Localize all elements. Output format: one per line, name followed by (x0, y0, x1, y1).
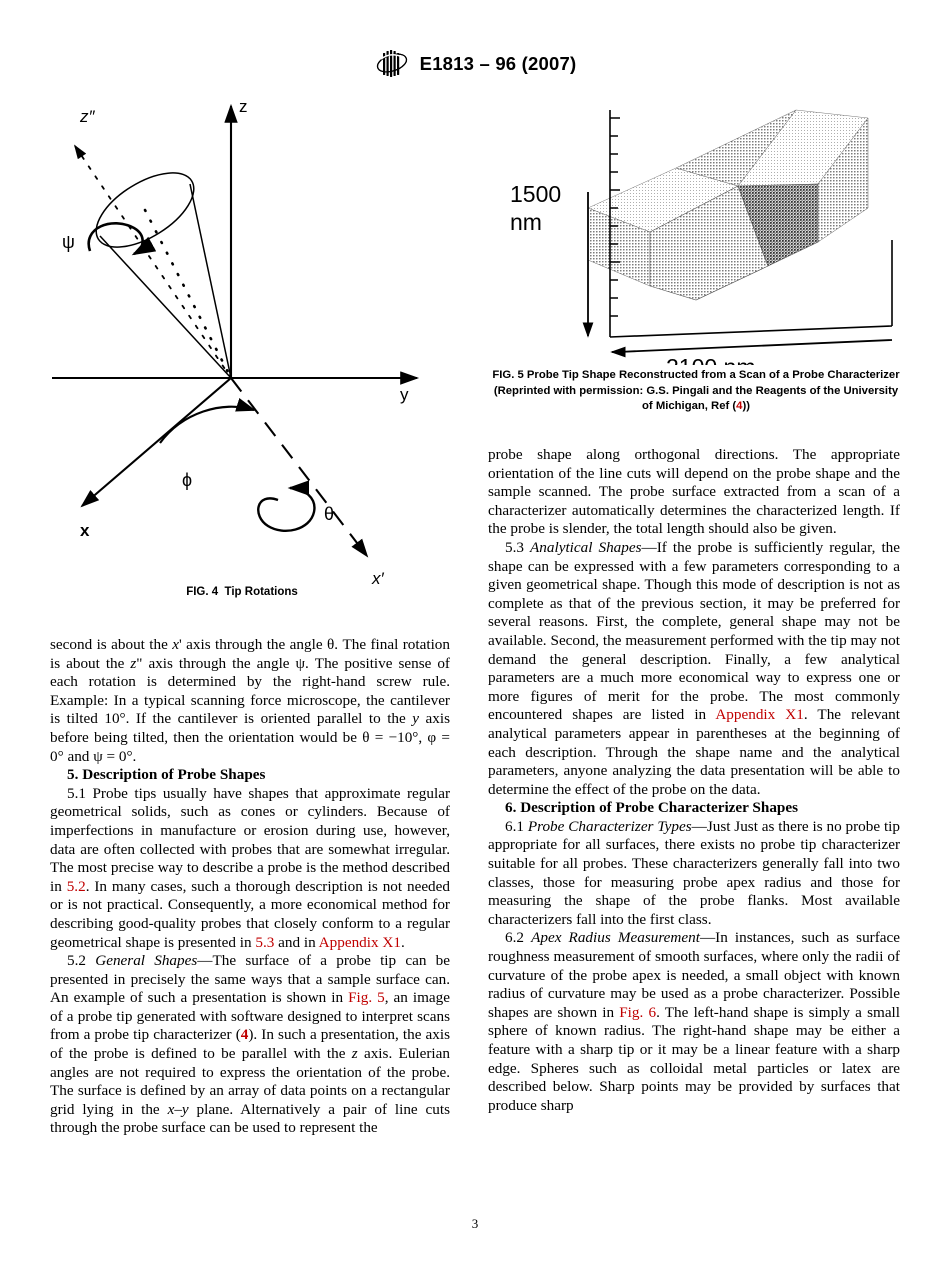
text-run: " axis through the angle ψ. The positive sense of each rotation is determined by the right-hand screw rule. Example: In a typical scanning force microscope, the cantilever is tilted 10°. If the cantilever is oriented parallel to the (50, 654, 450, 728)
math-var-y: y (181, 1100, 189, 1118)
math-var-x: x (167, 1100, 175, 1118)
math-var-z: z (130, 654, 137, 672)
paragraph-number: 5.3 (505, 538, 531, 556)
figure-5-caption-line3-suffix: )) (742, 400, 750, 412)
text-run: ). In such a presentation, the axis of the probe is defined to be parallel with the (50, 1026, 450, 1063)
paragraph-6-2 (488, 929, 900, 1115)
figure-5-horizontal-label (666, 354, 756, 365)
axis-label-z-double-prime: z″ (80, 107, 95, 126)
paragraph-number: 5.2 (67, 952, 96, 970)
paragraph-5-3 (488, 539, 900, 799)
paragraph-continued-rotation (50, 636, 450, 766)
reference-link-4[interactable]: 4 (240, 1026, 249, 1044)
paragraph-title-apex-radius-measurement: Apex Radius Measurement (531, 929, 700, 947)
angle-label-phi: ϕ (182, 470, 193, 490)
cross-ref-link-fig-5[interactable]: Fig. 5 (348, 989, 385, 1007)
figure-5-vertical-label-value: 1500 (510, 181, 562, 207)
text-run: ' axis through the angle θ. The final rotation is about the (50, 636, 450, 672)
section-heading-5: 5. Description of Probe Shapes (67, 766, 266, 784)
math-var-y: y (412, 710, 420, 728)
paragraph-title-analytical-shapes: Analytical Shapes (530, 538, 642, 556)
text-run: and in (274, 933, 319, 951)
text-run: . (400, 933, 405, 951)
text-run: second is about the (50, 636, 173, 653)
figure-4-tip-rotations (42, 88, 442, 588)
body-column-left (50, 636, 450, 1138)
angle-label-psi: ψ (62, 232, 75, 252)
text-run: plane. Alternatively a pair of line cuts through the probe surface can be used to represent the (50, 1100, 450, 1137)
cross-ref-link-5-2[interactable]: 5.2 (66, 877, 86, 895)
paragraph-5-1 (50, 785, 450, 952)
cross-ref-link-5-3[interactable]: 5.3 (255, 933, 275, 951)
axis-label-x: x (80, 521, 90, 540)
standard-designation: E1813 – 96 (2007) (419, 53, 577, 74)
text-run: —The surface of a probe tip can be presented in precisely the same ways that a sample surface can. An example of such a presentation is shown in (50, 952, 451, 1007)
astm-logo (374, 48, 410, 80)
text-run: . The relevant analytical parameters appear in parentheses at the beginning of each description. Through the shape name and the analytical parameters, anyone analyzing the data presentation will be able to determine the effect of the probe on the data. (488, 706, 900, 798)
cross-ref-link-appendix-x1[interactable]: Appendix X1 (715, 706, 804, 724)
text-run: —In instances, such as surface roughness measurement of smooth surfaces, where only the radii of curvature of the probe apex is needed, a small object with known radius of curvature may be used as a probe characterizer. Possible shapes are shown in (488, 929, 901, 1021)
text-run: , an image of a probe tip generated with software designed to interpret scans from a probe tip characterizer ( (50, 989, 450, 1044)
paragraph-continued-probe-shape: probe shape along orthogonal directions. The appropriate orientation of the line cuts will depend on the probe shape and the sample scanned. The probe surface extracted from a scan of a characterizer automatically determines the characterized length. If the probe is slender, the total length should also be given. (488, 446, 900, 538)
text-run: – (174, 1100, 182, 1118)
text-run: axis. Eulerian angles are not required to express the orientation of the probe. The surface is defined by an array of data points on a rectangular grid lying in the (50, 1045, 450, 1118)
figure-5-caption-line1: FIG. 5 Probe Tip Shape Reconstructed from a Scan of a Probe (492, 369, 825, 381)
text-run: —If the probe is sufficiently regular, the shape can be expressed with a few parameters corresponding to a given geometrical shape. Though this mode of description is not as complete as that of the previous section, it may be preferred for several reasons. First, the complete, general shape may not be available. Second, the measurement performed with the tip may not demand the general description. Finally, a few analytical parameters are a much more economical way to express one or more figures of merit for the probe. The most commonly encountered shapes are listed in (488, 538, 900, 724)
reference-link-4[interactable]: 4 (736, 400, 743, 412)
paragraph-number: 6.2 (505, 929, 532, 947)
page-header (0, 48, 950, 80)
paragraph-title-probe-characterizer-types: Probe Characterizer Types (527, 817, 692, 835)
paragraph-5-2 (50, 952, 450, 1138)
axis-label-y: y (400, 385, 409, 404)
math-var-x: x (172, 636, 180, 653)
figure-4-caption: FIG. 4 Tip Rotations (186, 586, 298, 598)
figure-4-svg (42, 88, 442, 588)
math-var-z: z (351, 1045, 358, 1063)
axis-label-z: z (239, 97, 248, 116)
paragraph-6-1 (488, 818, 900, 930)
paragraph-number: 6.1 (505, 817, 528, 835)
figure-5-probe-tip-shape (500, 90, 910, 365)
text-run: 5.1 Probe tips usually have shapes that approximate regular geometrical solids, such as cones or cylinders. Because of imperfections in manufacture or erosion during use, however, data are often collected with probes that are somewhat irregular. The most precise way to describe a probe is the method described in (50, 784, 450, 895)
figure-5-vertical-label-unit: nm (510, 209, 542, 235)
text-run: . The left-hand shape is simply a small sphere of known radius. The right-hand shape may be either a feature with a sharp tip or it may be a linear feature with a sharp edge. Spheres such as colloidal metal particles or latex are described below. Sharp points may be provided by surfaces that produce sharp (488, 1003, 901, 1114)
body-column-right (488, 446, 900, 1115)
angle-label-theta: θ (324, 504, 335, 524)
text-run: —Just Just as there is no probe tip appropriate for all surfaces, there exists no probe tip characterizer suitable for all probes. These characterizers generally fall into two classes, those for measuring probe apex radius and those for measuring the shape of the probe flanks. Most available characterizers fall into the first class. (488, 817, 900, 928)
paragraph-title-general-shapes: General Shapes (95, 952, 198, 970)
cross-ref-link-appendix-x1[interactable]: Appendix X1 (318, 933, 401, 951)
section-heading-6: 6. Description of Probe Characterizer Shapes (505, 799, 799, 817)
figure-5-caption (488, 368, 904, 415)
cross-ref-link-fig-6[interactable]: Fig. 6 (619, 1003, 657, 1021)
page-number: 3 (471, 1216, 479, 1231)
text-run: axis before being tilted, then the orientation would be θ = −10°, φ = 0° and ψ = 0°. (50, 710, 450, 765)
figure-5-svg (500, 90, 910, 365)
figure-5-caption-line2: Characterizer (Reprinted with permission: G.S. Pingali and the (493, 369, 900, 397)
axis-label-x-prime: x′ (372, 569, 384, 588)
text-run: . In many cases, such a thorough description is not needed or is not practical. Consequently, a more economical method for describing good-quality probes that closely conform to a regular geometrical shape is presented in (50, 877, 450, 951)
figure-5-caption-line3-prefix: Reagents of the University of Michigan, Ref ( (642, 384, 899, 412)
